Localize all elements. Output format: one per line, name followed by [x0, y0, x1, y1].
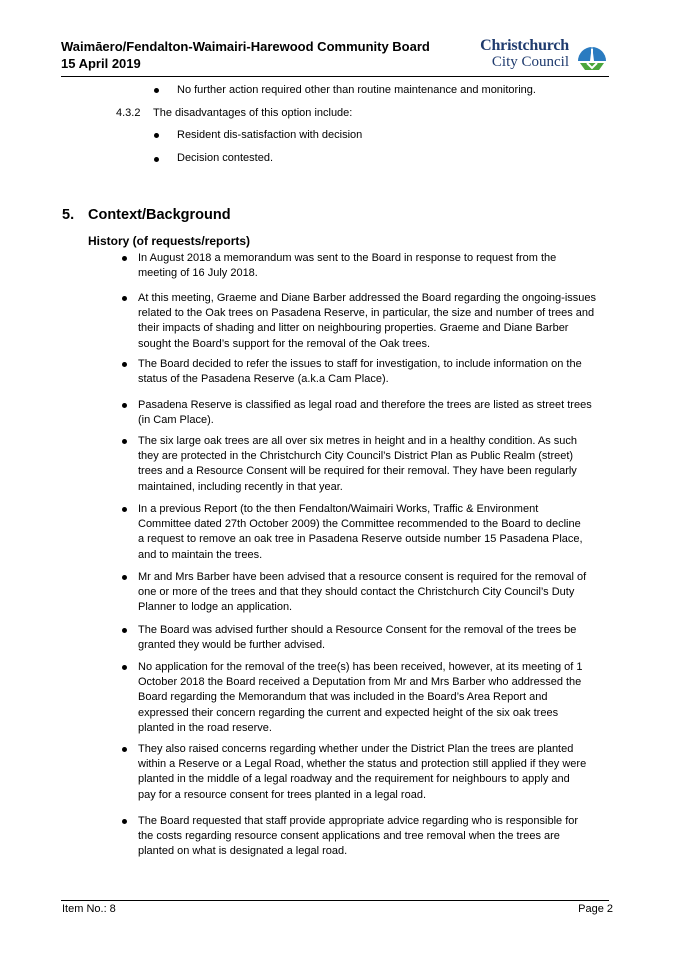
- history-bullet-line: related to the Oak trees on Pasadena Reserve, in particular, the size and number of trees and: [138, 307, 595, 320]
- history-bullet-line: October 2018 the Board received a Deputation from Mr and Mrs Barber who addressed the: [138, 676, 582, 689]
- history-bullet-line: In a previous Report (to the then Fendalton/Waimairi Works, Traffic & Environment: [138, 503, 539, 515]
- subsection-text: The disadvantages of this option include:: [153, 107, 353, 119]
- bullet-icon: [122, 575, 127, 580]
- history-subheading: History (of requests/reports): [88, 234, 251, 248]
- bullet-icon: [154, 157, 159, 162]
- section-title: Context/Background: [88, 207, 231, 223]
- history-bullet-line: a request to remove an oak tree in Pasadena Reserve outside number 15 Pasadena Place,: [138, 533, 583, 546]
- history-bullet-line: planted in the middle of a legal roadway and the requirement for neighbours to apply and: [138, 773, 570, 786]
- history-bullet-line: No application for the removal of the tree(s) has been received, however, at its meeting of 1: [138, 661, 583, 673]
- history-bullet-line: meeting of 16 July 2018.: [138, 267, 258, 280]
- history-bullet-line: Mr and Mrs Barber have been advised that a resource consent is required for the removal of: [138, 571, 587, 583]
- history-bullet-line: the costs regarding resource consent applications and tree removal when the trees are: [138, 830, 560, 843]
- history-bullet-line: sought the Board’s support for the removal of the Oak trees.: [138, 337, 431, 350]
- history-bullet-line: planted on what is designated a legal road.: [138, 845, 348, 858]
- history-bullet-line: maintained, including recently in that year.: [138, 480, 343, 493]
- item-number: Item No.: 8: [62, 903, 116, 915]
- bullet-icon: [122, 256, 127, 261]
- history-bullet-line: they are protected in the Christchurch City Council’s District Plan as Public Realm (street): [138, 450, 574, 463]
- bullet-icon: [122, 296, 127, 301]
- top-bullet-text: No further action required other than routine maintenance and monitoring.: [177, 84, 536, 96]
- history-bullet-line: (in Cam Place).: [138, 414, 214, 427]
- board-title: Waimāero/Fendalton-Waimairi-Harewood Community Board: [61, 39, 430, 54]
- bullet-icon: [122, 507, 127, 512]
- bullet-icon: [122, 628, 127, 633]
- history-bullet-line: They also raised concerns regarding whether under the District Plan the trees are planted: [138, 743, 574, 755]
- history-bullet-line: granted they would be further advised.: [138, 639, 326, 652]
- history-bullet-line: Committee dated 27th October 2009) the Committee recommended to the Board to decline: [138, 518, 581, 531]
- subsection-bullet-1: Resident dis-satisfaction with decision: [177, 129, 363, 141]
- history-bullet-line: The Board decided to refer the issues to staff for investigation, to include information on the: [138, 358, 582, 370]
- history-bullet-line: planted in the road reserve.: [138, 721, 272, 734]
- history-bullet-line: status of the Pasadena Reserve (a.k.a Cam Place).: [138, 373, 389, 386]
- section-number: 5.: [62, 207, 75, 223]
- bullet-icon: [122, 403, 127, 408]
- history-bullet-line: their impacts of shading and litter on neighbouring properties. Graeme and Diane Barber: [138, 322, 569, 335]
- history-bullet-line: Board regarding the Memorandum that was included in the Board’s Area Report and: [138, 691, 548, 704]
- history-bullet-line: The Board requested that staff provide appropriate advice regarding who is responsible for: [138, 815, 579, 827]
- subsection-number: 4.3.2: [116, 107, 141, 119]
- history-bullet-line: Planner to lodge an application.: [138, 601, 293, 614]
- history-bullet-line: one or more of the trees and that they should contact the Christchurch City Council’s Duty: [138, 586, 575, 599]
- bullet-icon: [122, 362, 127, 367]
- meeting-date: 15 April 2019: [61, 56, 141, 71]
- history-bullet-line: The Board was advised further should a Resource Consent for the removal of the trees be: [138, 624, 577, 636]
- history-bullet-line: At this meeting, Graeme and Diane Barber addressed the Board regarding the ongoing-issues: [138, 292, 596, 304]
- history-bullet-line: expressed their concern regarding the current and expected height of the six oak trees: [138, 706, 559, 719]
- footer-divider: [61, 900, 609, 901]
- page-number: Page 2: [578, 903, 613, 915]
- history-bullet-line: trees and a Resource Consent will be required for their removal. They have been regularly: [138, 465, 577, 478]
- subsection-bullet-2: Decision contested.: [177, 152, 273, 164]
- history-bullet-line: The six large oak trees are all over six metres in height and in a healthy condition. As such: [138, 435, 578, 447]
- bullet-icon: [154, 133, 159, 138]
- history-bullet-line: pay for a resource consent for trees planted in a legal road.: [138, 788, 427, 801]
- section-heading: [62, 206, 231, 224]
- history-bullet-line: and to maintain the trees.: [138, 548, 263, 561]
- bullet-icon: [122, 747, 127, 752]
- bullet-icon: [122, 665, 127, 670]
- bullet-icon: [154, 88, 159, 93]
- history-bullet-line: In August 2018 a memorandum was sent to the Board in response to request from the: [138, 252, 557, 264]
- logo-line2: City Council: [491, 54, 569, 70]
- history-bullet-line: within a Reserve or a Legal Road, whether the status and protection still applied if they were: [138, 758, 587, 771]
- bullet-icon: [122, 439, 127, 444]
- history-bullet-line: Pasadena Reserve is classified as legal road and therefore the trees are listed as street trees: [138, 399, 592, 411]
- bullet-icon: [122, 819, 127, 824]
- logo-line1: Christchurch: [480, 37, 569, 54]
